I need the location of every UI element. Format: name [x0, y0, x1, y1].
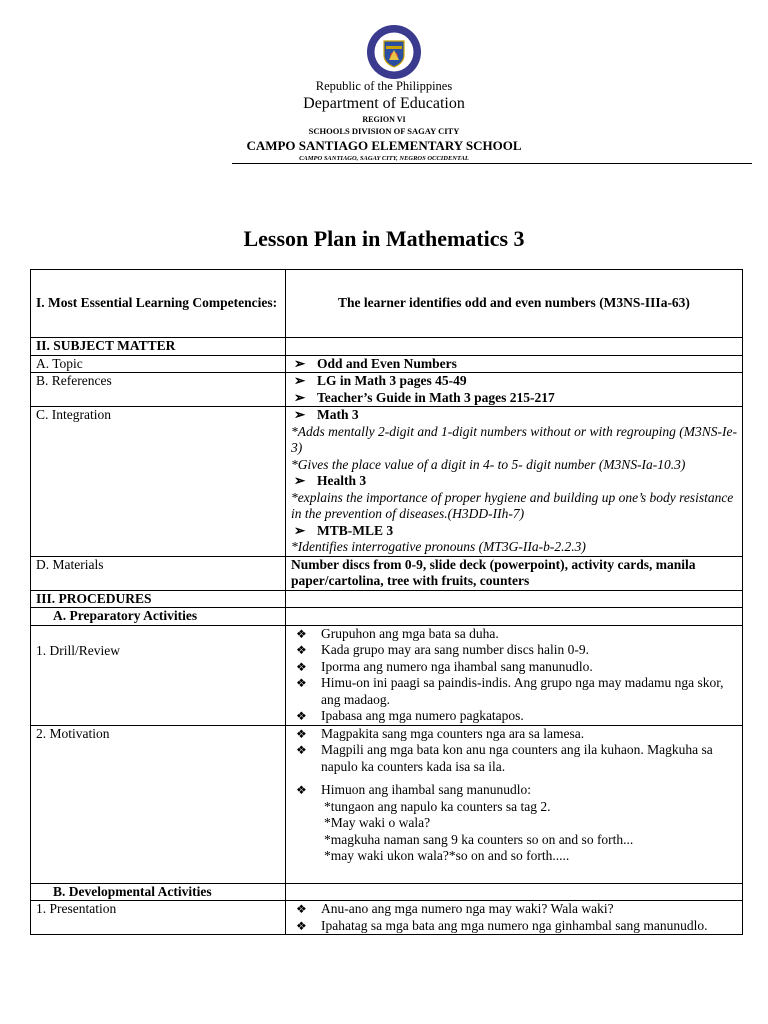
- list-item: Himu-on ini paagi sa paindis-indis. Ang grupo nga may madamu nga skor, ang madaog.: [321, 675, 724, 707]
- materials-value: Number discs from 0-9, slide deck (powerpoint), activity cards, manila paper/cartolina, tree with fruits, counters: [286, 556, 743, 590]
- division-line: SCHOOLS DIVISION OF SAGAY CITY: [308, 126, 460, 136]
- empty-cell: [286, 338, 743, 356]
- sub-item: *May waki o wala?: [324, 815, 431, 830]
- region-line: REGION VI: [362, 115, 406, 124]
- diamond-bullet-icon: ❖: [296, 676, 307, 690]
- procedures-label: III. PROCEDURES: [31, 590, 286, 608]
- table-row: [31, 270, 743, 338]
- empty-cell: [286, 883, 743, 901]
- table-row: [31, 338, 743, 356]
- list-item: Ipabasa ang mga numero pagkatapos.: [321, 708, 524, 723]
- list-item: Kada grupo may ara sang number discs halin 0-9.: [321, 642, 590, 657]
- diamond-bullet-icon: ❖: [296, 783, 307, 797]
- topic-value: Odd and Even Numbers: [317, 355, 457, 371]
- topic-label: A. Topic: [31, 355, 286, 373]
- reference-item: Teacher’s Guide in Math 3 pages 215-217: [317, 389, 555, 405]
- motivation-cell: [286, 725, 743, 883]
- diamond-bullet-icon: ❖: [296, 709, 307, 723]
- sub-item: *tungaon ang napulo ka counters sa tag 2.: [324, 798, 551, 814]
- arrow-icon: ➢: [294, 473, 306, 488]
- list-item: Magpakita sang mga counters nga ara sa lamesa.: [321, 725, 585, 741]
- melc-label: I. Most Essential Learning Competencies:: [31, 270, 286, 338]
- integration-cell: [286, 407, 743, 557]
- table-row: [31, 373, 743, 407]
- preparatory-label: A. Preparatory Activities: [31, 608, 286, 626]
- melc-value: The learner identifies odd and even numbers (M3NS-IIIa-63): [286, 270, 743, 338]
- deped-seal-icon: [366, 24, 422, 80]
- arrow-icon: ➢: [294, 389, 306, 405]
- drill-cell: [286, 625, 743, 725]
- drill-label: 1. Drill/Review: [31, 625, 286, 725]
- table-row: [31, 556, 743, 590]
- diamond-bullet-icon: ❖: [296, 902, 307, 916]
- integration-math-head: Math 3: [317, 407, 359, 422]
- materials-label: D. Materials: [31, 556, 286, 590]
- presentation-label: 1. Presentation: [31, 901, 286, 935]
- table-row: [31, 608, 743, 626]
- diamond-bullet-icon: ❖: [296, 726, 307, 741]
- integration-math-2: *Gives the place value of a digit in 4- to 5- digit number (M3NS-Ia-10.3): [291, 456, 686, 472]
- integration-label: C. Integration: [31, 407, 286, 557]
- table-row: [31, 355, 743, 373]
- table-row: [31, 590, 743, 608]
- integration-health-head: Health 3: [317, 473, 367, 488]
- diamond-bullet-icon: ❖: [296, 626, 307, 641]
- lesson-plan-table: [30, 269, 743, 935]
- list-item: Ipahatag sa mga bata ang mga numero nga ginhambal sang manunudlo.: [321, 917, 708, 933]
- empty-cell: [286, 590, 743, 608]
- references-cell: [286, 373, 743, 407]
- table-row: [31, 625, 743, 725]
- school-name: CAMPO SANTIAGO ELEMENTARY SCHOOL: [246, 138, 522, 153]
- arrow-icon: ➢: [294, 355, 306, 371]
- arrow-icon: ➢: [294, 522, 306, 538]
- list-item: Anu-ano ang mga numero nga may waki? Wala waki?: [321, 901, 614, 916]
- developmental-label: B. Developmental Activities: [31, 883, 286, 901]
- list-item: Grupuhon ang mga bata sa duha.: [321, 625, 499, 641]
- empty-cell: [286, 608, 743, 626]
- sub-item: *magkuha naman sang 9 ka counters so on and so forth...: [324, 831, 634, 847]
- sub-item: *may waki ukon wala?*so on and so forth.....: [324, 848, 570, 863]
- arrow-icon: ➢: [294, 407, 306, 422]
- list-item: Iporma ang numero nga ihambal sang manunudlo.: [321, 658, 593, 674]
- integration-mtb-1: *Identifies interrogative pronouns (MT3G-IIa-b-2.2.3): [291, 539, 586, 554]
- arrow-icon: ➢: [294, 373, 306, 388]
- presentation-cell: [286, 901, 743, 935]
- page-title: Lesson Plan in Mathematics 3: [243, 226, 525, 251]
- diamond-bullet-icon: ❖: [296, 659, 307, 674]
- references-label: B. References: [31, 373, 286, 407]
- topic-cell: [286, 355, 743, 373]
- diamond-bullet-icon: ❖: [296, 643, 307, 657]
- republic-line: Republic of the Philippines: [315, 79, 453, 93]
- list-item: Magpili ang mga bata kon anu nga counters ang ila kuhaon. Magkuha sa napulo ka counters kada isa sa ila.: [321, 742, 713, 774]
- department-line: Department of Education: [303, 95, 465, 112]
- header-divider: [232, 163, 752, 164]
- table-row: [31, 725, 743, 883]
- diamond-bullet-icon: ❖: [296, 918, 307, 933]
- motivation-label: 2. Motivation: [31, 725, 286, 883]
- subject-matter-label: II. SUBJECT MATTER: [31, 338, 286, 356]
- table-row: [31, 901, 743, 935]
- diamond-bullet-icon: ❖: [296, 743, 307, 757]
- list-item: Himuon ang ihambal sang manunudlo:: [321, 782, 531, 797]
- integration-math-1: *Adds mentally 2-digit and 1-digit numbers without or with regrouping (M3NS-Ie-3): [291, 423, 737, 455]
- table-row: [31, 407, 743, 557]
- integration-mtb-head: MTB-MLE 3: [317, 522, 394, 538]
- school-address: CAMPO SANTIAGO, SAGAY CITY, NEGROS OCCIDENTAL: [299, 155, 469, 162]
- table-row: [31, 883, 743, 901]
- integration-health-1: *explains the importance of proper hygiene and building up one’s body resistance in the prevention of diseases.(H3DD-IIh-7): [291, 489, 734, 521]
- reference-item: LG in Math 3 pages 45-49: [317, 373, 467, 388]
